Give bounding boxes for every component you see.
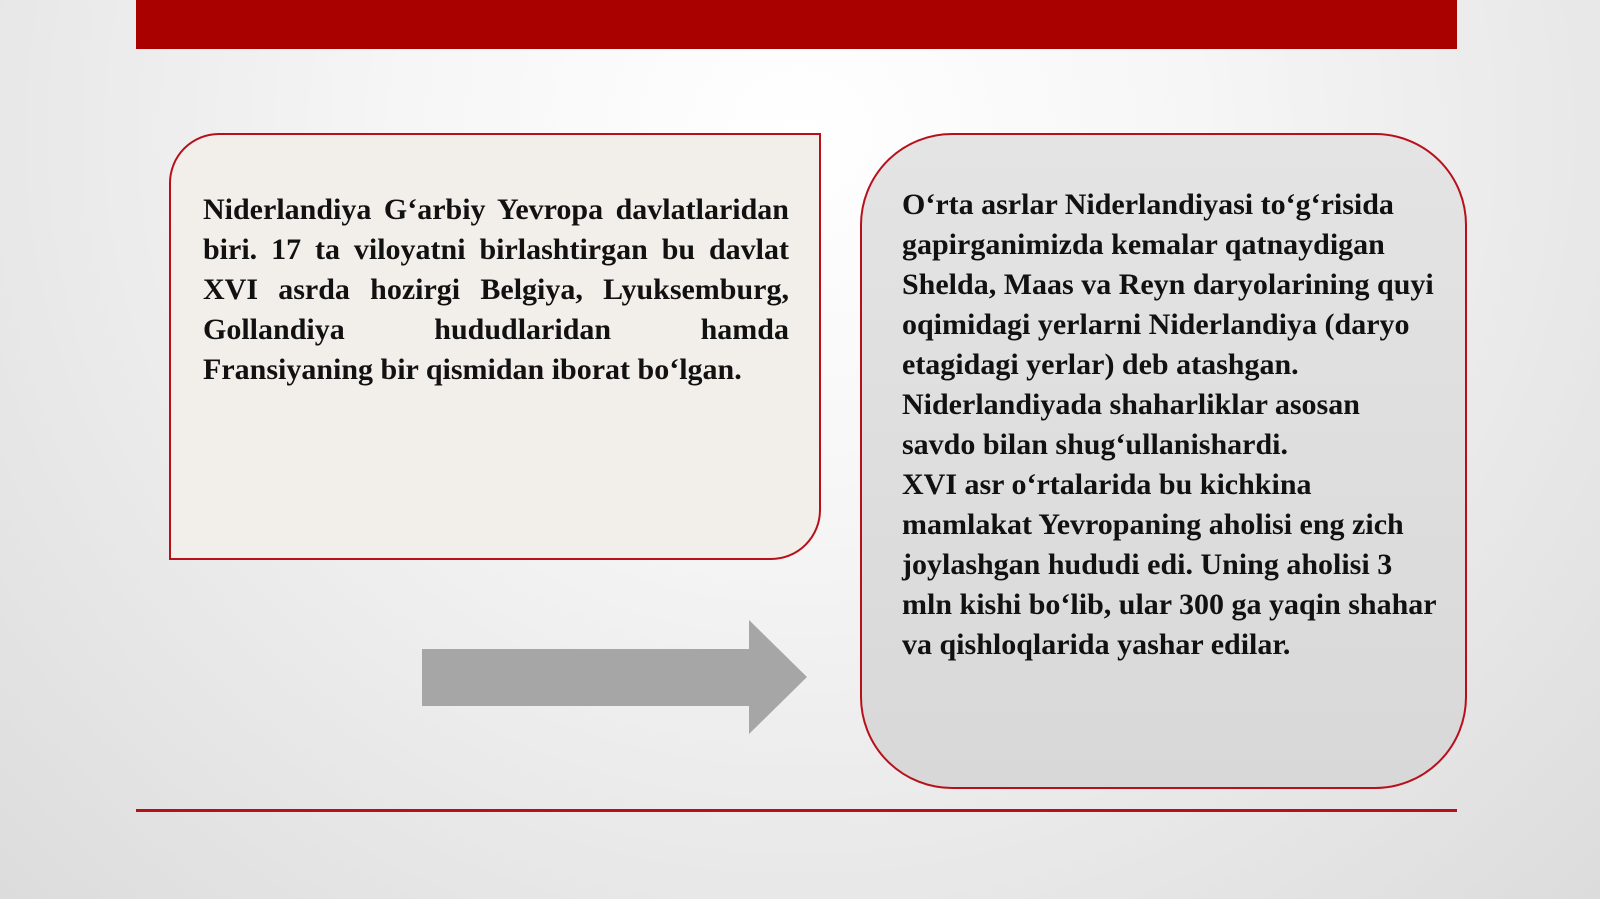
detail-text: O‘rta asrlar Niderlandiyasi to‘g‘risida gapirganimizda kemalar qatnaydigan Shelda, Maas va Reyn daryolarining quyi oqimidagi yerlarni Niderlandiya (daryo etagidagi yerlar) deb atashgan. Niderlandiyada shaharliklar asosan savdo bilan shug‘ullanishardi. XVI asr o‘rtalarida bu kichkina mamlakat Yevropaning aholisi eng zich joylashgan hududi edi. Uning aholisi 3 mln kishi bo‘lib, ular 300 ga yaqin shahar va qishloqlarida yashar edilar. [902,188,1437,661]
bottom-divider-line [136,809,1457,812]
intro-text: Niderlandiya G‘arbiy Yevropa davlatlaridan biri. 17 ta viloyatni birlashtirgan bu davlat XVI asrda hozirgi Belgiya, Lyuksemburg, Gollandiya hududlaridan hamda Fransiyaning bir qismidan iborat bo‘lgan. [203,193,789,386]
right-arrow-icon [422,620,807,735]
top-banner-bar [136,0,1457,49]
detail-text-box [860,133,1467,789]
intro-text-box [169,133,821,560]
